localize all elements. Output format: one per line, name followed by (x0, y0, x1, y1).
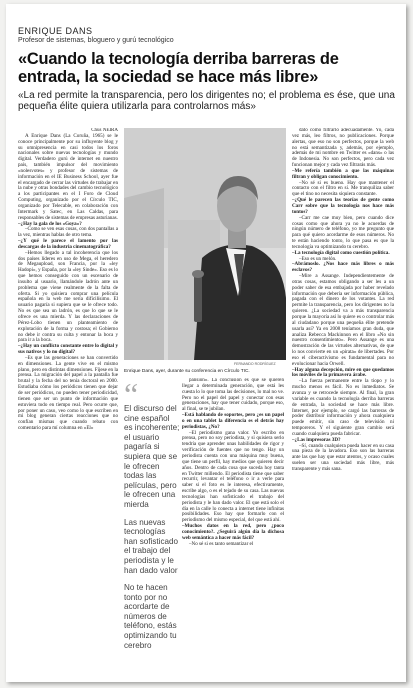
interview-question: –¿Las impresoras 3D? (292, 436, 341, 443)
article-paragraph: –Mire a Assange. Independientemente de otras cosas, estamos obligando a ser les a un poder saber de esa embajada por haber revelado información que debería ser información pública, pagada con el dinero de los votantes. La red permite la transparencia, pero los dirigentes no la quieren. ¿La sociedad va a más transparencia porque la mayoría así lo quiere es o controlar más al ciudadano porque una pequeña élite pretende usarla así? Ya en 2008 teníamos gran duda, que analiza Rebecca Mackinnon en el libro «No sin nuestro consentimiento». Pero Assange es una demostración de las virtudes alternativas, de que lo nos convierte en un «pirata» de libertades. Por eso el ciberactivismo es fundamental para no evolucionar hacia Orwell. (292, 273, 394, 367)
column-2-body (182, 378, 284, 547)
interview-question: –Está hablando de soportes, pero ¿es un papel o en una tablet la diferencia es el detrás hay periodistas, ¿No? (182, 412, 284, 430)
pull-quote-1: El discurso del cine español es incoherente; el usuario pagaría si supiera que se le ofrecen todas las películas, pero le ofrecen una mierda (124, 404, 180, 509)
article-paragraph: –La fuerza permanente entre la tiopo y lo mucho menos es fácil. No es inmediatos. Se avanza y se retrocede siempre. Al final, la gran variable es cuando la tecnología derriba barreras de entrada, la sociedad se hace más libre. Internet, por ejemplo, se cargó las barreras de poder distribuir información y ahora cualquiera puede emitir, sin caso de televisión ni temporeros. Y el siguiente gran cambio será cuando cualquiera pueda fabricar. (292, 378, 394, 437)
article-paragraph: –Hemos llegado a tal incoherencia que los dos países líderes en uso de Mega, el heredero de Megaupload, son Francia, por la «ley Hadopi», y España, por la «ley Sinde». Eso es lo que hemos conseguido con un escenario de insulto al usuario, llamándole ladrón ante un problema que viene realmente de la falta de oferta. Si yo quisiera comprar una película española en la web me sería difícilísimo. El usuario pagaría si supiera que se le ofrece todo. No es que sea un ladrón, es que lo que se le ofrece es una mierda. Y las declaraciones de Pérez-Lobo tienen un planteamiento de explotación de la forma y costosa; el Gobierno no debe ir contra su culta y entonar la boca y para ir a la boca. (18, 249, 118, 344)
quote-mark: “ (124, 376, 139, 412)
interview-question: –Hay alguna decepción, mire en que quedamos los móviles de la primavera árabe. (292, 366, 394, 379)
article-column-1 (18, 128, 118, 680)
byline: Chus NEIRA (91, 128, 118, 133)
article-column-2 (182, 378, 284, 678)
article-paragraph: pansión». La conclusión es que se quieren llegar a determinada generación, que está les cuesta lo lo que toma las decisiones, lo mal no ve. Pero no el papel del papel y conectar con esas generaciones, hay que tener cuidado, porque eso, al final, se te jubilan. (182, 378, 284, 413)
author-name: ENRIQUE DANS (18, 26, 93, 36)
article-paragraph: –No sé si es tanto semantizar el (189, 540, 254, 547)
interview-question: –Abrámoslo. ¿Nos hace más libres o más esclavos? (292, 261, 394, 274)
interview-question: –¿Hay la gala de los «Goya»? (18, 220, 82, 227)
interview-question: –Muchos datos en la red, pero ¿poco conocimiento?. ¿Seguirá algún día la dichosa web semántica a hacer más fácil? (182, 523, 284, 541)
interview-question: –¿Y qué le parece el lamento por las descargas de la industria cinematográfica? (18, 238, 118, 250)
photo-caption: Enrique Dans, ayer, durante su conferencia en Círculo TIC. (124, 369, 250, 374)
portrait-image (124, 128, 286, 360)
article-column-3 (292, 128, 394, 680)
article-paragraph: dato como filtrarlo adecuadamente. Yo, cada vez más, leo filtros, no publicaciones. Porque alertas, que eso no son perfectos, porque la web no está semantizada y, además, por ejemplo, además de mi nombre en Twitter es «dans» o las de Indonesia. No son perfectos, pero cada vez funcionan mejor y cada vez filtrarás más. (292, 128, 394, 169)
pull-quote-2: Las nuevas tecnologías han sofisticado el trabajo del periodista y le han dado valor (124, 517, 178, 575)
interview-question: –¿Hay un conflicto constante entre lo digital y sus nativos y lo no digital? (18, 343, 118, 356)
article-paragraph: –Sí, cuando cualquiera pueda hacer en su casa una pieza de la lavadora. Eso son las barreras ante las que hay que estar atentos, y ocaso cuales suelen ser una sociedad más libre, más transparente y más sana. (292, 442, 394, 472)
article-paragraph: A Enrique Dans (La Coruña, 1965) se le conoce principalmente por su influyente blog y su omnipresencia en casi todos los foros nacionales sobre nuevas tecnologías y mundo digital. Verdadero gurú de internet en nuestro país, también impulsor del movimiento «nolesvotes» y profesor de sistemas de información en el IE Business School, ayer fue el encargado de cerrar las virtudes de trabajar en la nube y otras bondades del cambio tecnológico a los participantes en el I Foro de Cloud Computing, organizado por el Círculo TIC, organizado por Telecable, en colaboración con Intermark y Satec, en Las Caldas, para responsables de sistemas de empresas asturianas. (18, 132, 118, 221)
article-photo (124, 128, 286, 360)
interview-question: –Me refería también a que las máquinas filtran y obligan conocimiento. (292, 167, 394, 180)
interview-question: –La tecnología digital como cuestión política. (292, 249, 390, 256)
column-1-body (18, 134, 118, 432)
column-3-body (292, 128, 394, 473)
newspaper-page (6, 4, 406, 682)
author-role: Profesor de sistemas, bloguero y gurú tecnológico (18, 37, 174, 44)
article-paragraph: –Es que las generaciones se han convertido en dimensiones. La gente vive en el mismo plano, pero en distintas dimensiones. Fíjese en la prensa. La migración del papel a la pantalla fue brutal y la fecha del no tenía doctoral en 2000. Estudiaba cómo los periódicos tienen que dejar de ser periódicos, no pueden tener periodicidad, tienen que ser un punto de información que estuviera todo en tiempo real. Pero ocurre que, por poner un caso, veo como lo que escriben en mi blog generan ciertas reacciones que no confían mismas que cuando rebato con comentario para mí columna en «El» (18, 354, 118, 432)
article-paragraph: –El periodismo gana valor. Yo escribo en prensa, pero no soy periodista, y si quisiera serlo tendría que aprender unas habilidades de rigor y verificación de fuentes que no tengo. Hay un periodista cuenta con una máquina muy buena, que tiene un perfil, hay medios que quieren decir años. Dentro de cada cosa que suceda hoy tanta en Twitter millendo. El periodista tiene que saber recurrir, levantar el teléfono o ir a verle para saber si el foto es le interesa, efectivamente, escribe algo, o es el tejado de su casa. Las nuevas tecnologías han sofisticado el trabajo del periodista y le han dado valor. El que está solo el día en la calle lo conecta a internet tiene infinitas posibilidades. Eso hay que formarlo con el periodismo del mismo especial, del que está ahí. (182, 429, 284, 524)
article-paragraph: –Carr me cae muy bien, pero cuando dice cosas como que ahora ya no le acuerdas de ningún número de teléfono, yo me pregunto que para qué quiero acordarme de esos números. No te están haciendo tonto, lo que pasa es que la tecnología va optimizando tu cerebro. (292, 214, 394, 250)
interview-question: –¿Qué le parecen las teorías de gente como Carr sobre que la tecnología nos hace más tontos? (292, 197, 394, 215)
subhead: «La red permite la transparencia, pero los dirigentes no; el problema es ése, que una pequeña élite quiera utilizarla para controlarnos más» (18, 90, 395, 113)
pull-quotes (124, 376, 180, 658)
headline: «Cuando la tecnología derriba barreras de entrada, la sociedad se hace más libre» (18, 50, 339, 86)
article-paragraph: –No sé si es bueno. Hay que mantener el contacto con el filtro en sí. Me tranquiliza saber que el tino no necesita siquiera constante. (292, 179, 394, 198)
photo-credit: FERNANDO RODRÍGUEZ (234, 362, 276, 366)
pull-quote-3: No te hacen tonto por no acordarte de números de teléfono, estás optimizando tu cerebro (124, 583, 177, 650)
article-paragraph: –Como se ven esas cosas, con dos pantallas a la vez, mientras hablas de otro tema. (18, 226, 118, 239)
article-paragraph: –Eso es un melón. (299, 255, 337, 262)
